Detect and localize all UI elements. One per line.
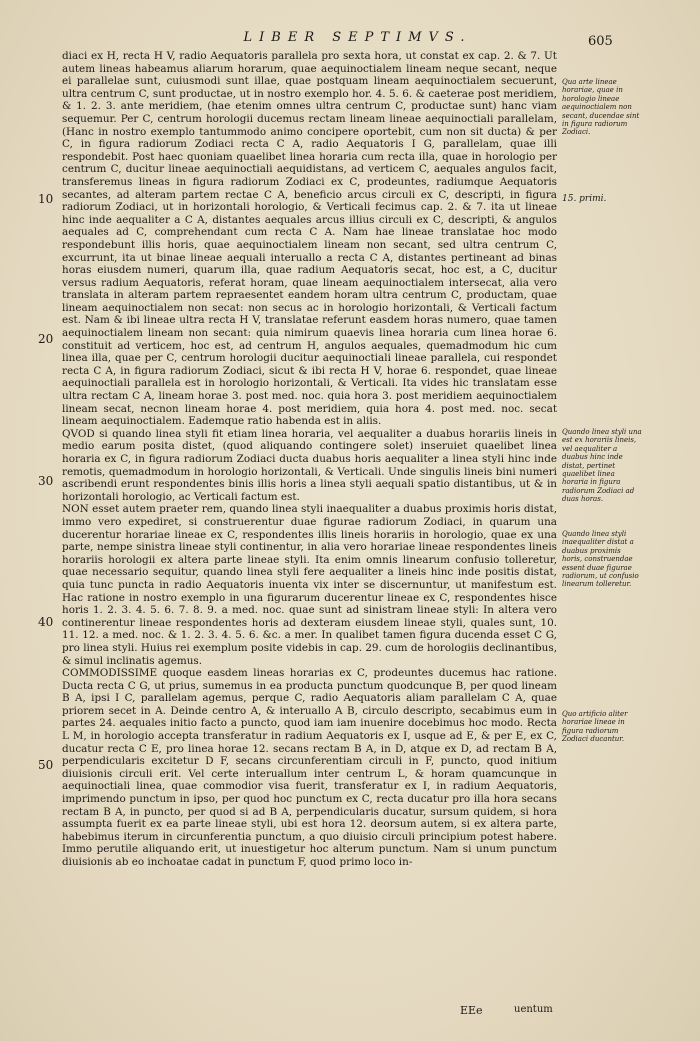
signature-mark: EEe xyxy=(460,1004,483,1017)
catchword: uentum xyxy=(514,1004,553,1015)
paragraph-2: QVOD si quando linea styli fit etiam linea horaria, vel aequaliter a duabus horariis lineis in medio earum posita distet, (quod aliquando contingere solet) inseruiet quaelibet linea horaria ex C, in figura radiorum Zodiaci ducta duabus horis aequaliter a linea styli hinc inde remotis, quemadmodum in horologio horizontali, & Verticali. Unde singulis lineis bini numeri ascribendi erunt respondentes binis illis horis a linea styli aequali spatio distantibus, ut & in horizontali horologio, ac Verticali factum est. xyxy=(62,427,557,503)
line-number-20: 20 xyxy=(38,332,54,346)
margin-note-4: Quo artificio aliter horariae lineae in figura radiorum Zodiaci ducantur. xyxy=(562,710,628,744)
line-number-10: 10 xyxy=(38,192,54,206)
main-text xyxy=(62,50,557,869)
paragraph-1: diaci ex H, recta H V, radio Aequatoris parallela pro sexta hora, ut constat ex cap. 2. & 7. Ut autem lineas habeamus aliarum horarum, quae aequinoctialem lineam neque secant, neque ei parallelae sunt, cuiusmodi sunt illae, quae postquam lineam aequinoctialem secuerunt, ultra centrum C, sunt productae, ut in nostro exemplo hor. 4. 5. 6. & caeterae post meridiem, & 1. 2. 3. ante meridiem, (hae etenim omnes ultra centrum C, productae sunt) hanc viam sequemur. Per C, centrum horologii ducemus rectam lineam lineae aequinoctiali parallelam, (Hanc in nostro exemplo tantummodo animo concipere oportebit, cum non sit ducta) & per C, in figura radiorum Zodiaci recta C A, radio Aequatoris I G, parallelam, quae illi respondebit. Post haec quoniam quaelibet linea horaria cum recta illa, quae in horologio per centrum C, ducitur lineae aequinoctiali aequidistans, ad verticem C, aequales angulos facit, transferemus lineas in figura radiorum Zodiaci ex C, prodeuntes, radiumque Aequatoris secantes, ad alteram partem rectae C A, beneficio arcus circuli ex C, descripti, in figura radiorum Zodiaci, ut in horizontali horologio, & Verticali fecimus cap. 2. & 7. ita ut lineae hinc inde aequaliter a C A, distantes aequales arcus illius circuli ex C, descripti, & angulos aequales ad C, comprehendant cum recta C A. Nam hae lineae translatae hoc modo respondebunt illis horis, quae aequinoctialem lineam non secant, sed ultra centrum C, excurrunt, ita ut binae lineae aequali interuallo a recta C A, distantes pertineant ad binas horas eiusdem numeri, quarum illa, quae radium Aequatoris secat, hoc est, a C, ducitur versus radium Aequatoris, referat horam, quae lineam aequinoctialem intersecat, alia vero translata in alteram partem repraesentet eandem horam ultra centrum C, productam, quae lineam aequinoctialem non secat: non secus ac in horologio horizontali, & Verticali factum est. Nam & ibi lineae ultra recta H V, translatae referunt easdem horas numero, quae tamen aequinoctialem lineam non secant: quia nimirum quaevis linea horaria cum linea horae 6. constituit ad verticem, hoc est, ad centrum H, angulos aequales, quemadmodum hic cum linea illa, quae per C, centrum horologii ducitur aequinoctiali lineae parallela, cui respondet recta C A, in figura radiorum Zodiaci, sicut & ibi recta H V, horae 6. respondet, quae lineae aequinoctiali parallela est in horologio horizontali, & Verticali. Ita vides hic translatam esse ultra rectam C A, lineam horae 3. post med. noc. quia hora 3. post meridiem aequinoctialem lineam secat, necnon lineam horae 4. post meridiem, quia hora 4. post med. noc. secat lineam aequinoctialem. Eademque ratio habenda est in aliis. xyxy=(62,50,557,428)
line-number-50: 50 xyxy=(38,758,54,772)
margin-reference: 15. primi. xyxy=(562,194,607,204)
paragraph-3: NON esset autem praeter rem, quando linea styli inaequaliter a duabus proximis horis distat, immo vero expediret, si construerentur duae figurae radiorum Zodiaci, in quarum una ducerentur horariae lineae ex C, respondentes illis lineis horariis in horologio, quae ex una parte, nempe sinistra lineae styli continentur, in alia vero horariae lineae respondentes lineis horariis horologii ex altera parte lineae styli. Ita enim omnis linearum confusio tolleretur, quae necessario sequitur, quando linea styli fere aequaliter a lineis hinc inde positis distat, quia tunc puncta in radio Aequatoris inuenta vix inter se discernuntur, ut manifestum est. Hac ratione in nostro exemplo in una figurarum ducerentur lineae ex C, respondentes hisce horis 1. 2. 3. 4. 5. 6. 7. 8. 9. a med. noc. quae sunt ad sinistram lineae styli: In altera vero continerentur lineae respondentes horis ad dexteram eiusdem lineae styli, quales sunt, 10. 11. 12. a med. noc. & 1. 2. 3. 4. 5. 6. &c. a mer. In qualibet tamen figura ducenda esset C G, pro linea styli. Huius rei exemplum posite videbis in cap. 29. cum de horologiis declinantibus, & simul inclinatis agemus. xyxy=(62,503,557,667)
margin-note-3: Quando linea styli inaequaliter distat a duabus proximis horis, construendae essent duae figurae radiorum, ut confusio linearum tolleretur. xyxy=(562,530,639,589)
line-number-40: 40 xyxy=(38,615,54,629)
margin-note-1: Qua arte lineae horariae, quae in horologio lineae aequinoctialem non secant, ducendae sint in figura radiorum Zodiaci. xyxy=(562,78,640,137)
margin-note-2: Quando linea styli una est ex horariis lineis, vel aequaliter a duabus hinc inde distat, pertinet quaelibet linea horaria in figura radiorum Zodiaci ad duas horas. xyxy=(562,428,642,504)
paragraph-4: COMMODISSIME quoque easdem lineas horarias ex C, prodeuntes ducemus hac ratione. Ducta recta C G, ut prius, sumemus in ea producta punctum quodcunque B, per quod lineam B A, ipsi I C, parallelam agemus, perque C, radio Aequatoris aliam parallelam C A, quae priorem secet in A. Deinde centro A, & interuallo A B, circulo descripto, secabimus eum in partes 24. aequales initio facto a puncto, quod iam iam inuenire docebimus hoc modo. Recta L M, in horologio accepta transferatur in radium Aequatoris ex I, usque ad E, & per E, ex C, ducatur recta C E, pro linea horae 12. secans rectam B A, in D, atque ex D, ad rectam B A, perpendicularis excitetur D F, secans circunferentiam circuli in F, puncto, quod initium diuisionis circuli erit. Vel certe interuallum inter centrum L, & horam quamcunque in aequinoctiali linea, quae commodior visa fuerit, transferatur ex I, in radium Aequatoris, imprimendo punctum in ipso, per quod hoc punctum ex C, recta ducatur pro illa hora secans rectam B A, in puncto, per quod si ad B A, perpendicularis ducatur, sursum quidem, si hora assumpta fuerit ex ea parte lineae styli, ubi est hora 12. deorsum autem, si ex altera parte, habebimus iterum in circunferentia punctum, a quo diuisio circuli principium potest habere. Immo perutile aliquando erit, ut inuestigetur hoc alterum punctum. Nam si unum punctum diuisionis ab eo inchoatae cadat in punctum F, quod primo loco in- xyxy=(62,667,557,868)
running-header: LIBER SEPTIMVS. xyxy=(243,30,472,45)
line-number-30: 30 xyxy=(38,474,54,488)
page-number: 605 xyxy=(588,34,613,49)
